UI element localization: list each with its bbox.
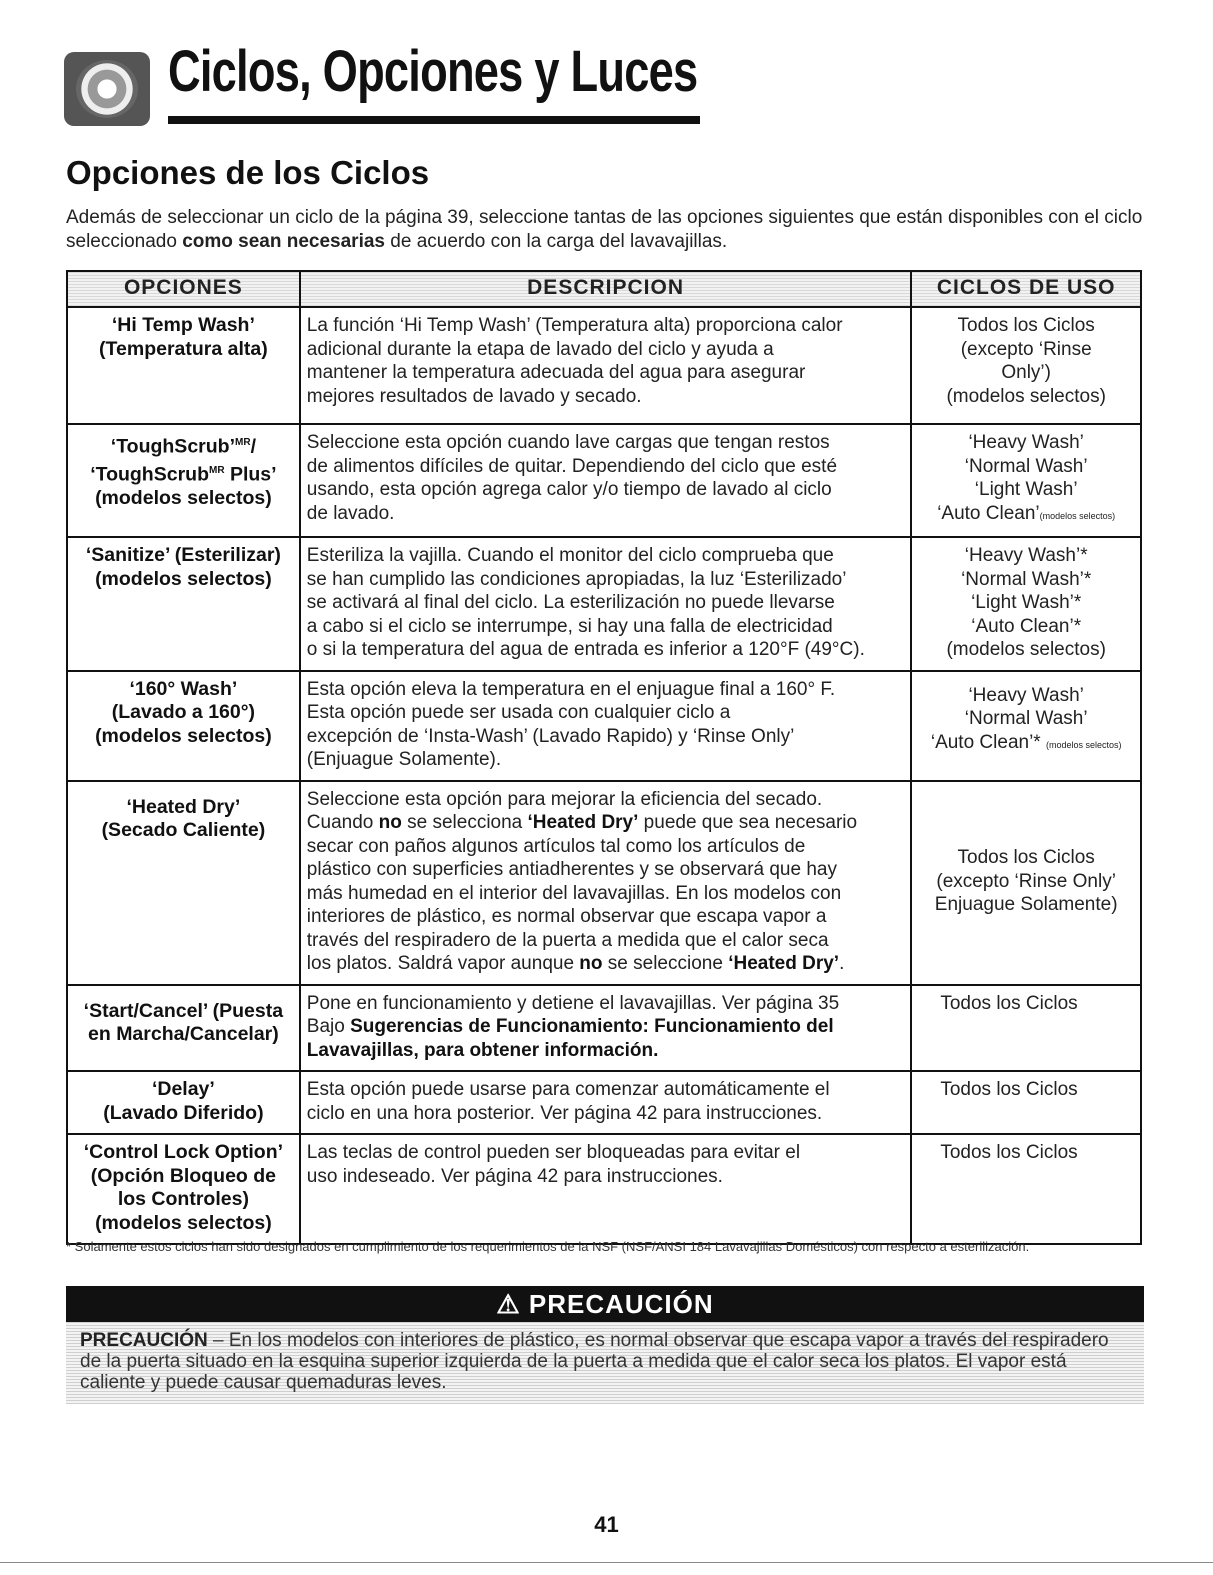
option-cell: ‘ToughScrub’$^{MR}$/ ‘ToughScrub$^{MR}$ Plus’ (modelos selectos) (67, 424, 300, 537)
description-cell: Esteriliza la vajilla. Cuando el monitor del ciclo comprueba que se han cumplido las condiciones apropiadas, la luz ‘Esterilizado’ se activará al final del ciclo. La esterilización no puede llevarse a cabo si el ciclo se interrumpe, si hay una falla de electricidad o si la temperatura del agua de entrada es inferior a 120°F (49°C). (300, 537, 912, 671)
caution-box (66, 1286, 1144, 1404)
table-row (67, 537, 1141, 671)
option-cell: ‘Hi Temp Wash’ (Temperatura alta) (67, 307, 300, 424)
table-row (67, 1134, 1141, 1244)
cycles-cell: Todos los Ciclos (excepto ‘Rinse Only’) (modelos selectos) (911, 307, 1141, 424)
header-ciclos-de-uso: CICLOS DE USO (911, 271, 1141, 307)
section-heading: Opciones de los Ciclos (66, 154, 430, 191)
option-cell: ‘Delay’ (Lavado Diferido) (67, 1071, 300, 1134)
cycles-cell: ‘Heavy Wash’ ‘Normal Wash’ ‘Light Wash’ ‘Auto Clean’(modelos selectos) (911, 424, 1141, 537)
table-row (67, 985, 1141, 1072)
description-cell: Pone en funcionamiento y detiene el lavavajillas. Ver página 35 Bajo Sugerencias de Funcionamiento: Funcionamiento del Lavavajillas, para obtener información. (300, 985, 912, 1072)
bottom-rule (0, 1562, 1213, 1563)
description-cell: Las teclas de control pueden ser bloqueadas para evitar el uso indeseado. Ver página 42 para instrucciones. (300, 1134, 912, 1244)
description-cell: Seleccione esta opción para mejorar la eficiencia del secado. Cuando no se selecciona ‘Heated Dry’ puede que sea necesario secar con paños algunos artículos tal como los artículos de plástico con superficies antiadherentes y se observará que hay más humedad en el interior del lavavajillas. En los modelos con interiores de plástico, es normal observar que escapa vapor a través del respiradero de la puerta a medida que el calor seca los platos. Saldrá vapor aunque no se seleccione ‘Heated Dry’. (300, 781, 912, 985)
table-row (67, 307, 1141, 424)
cycles-cell: Todos los Ciclos (911, 985, 1141, 1072)
cycles-cell: Todos los Ciclos (911, 1134, 1141, 1244)
cycles-cell: ‘Heavy Wash’* ‘Normal Wash’* ‘Light Wash’* ‘Auto Clean’* (modelos selectos) (911, 537, 1141, 671)
table-row (67, 424, 1141, 537)
intro-text-2: de acuerdo con la carga del lavavajillas. (385, 231, 728, 252)
header-opciones: OPCIONES (67, 271, 300, 307)
table-row (67, 1071, 1141, 1134)
intro-text-1: Además de seleccionar un ciclo de la página 39, seleccione tantas de las opciones siguientes que están disponibles con el ciclo seleccionado (66, 207, 1143, 252)
intro-paragraph (66, 206, 1146, 254)
option-cell: ‘Heated Dry’ (Secado Caliente) (67, 781, 300, 985)
description-cell: Esta opción puede usarse para comenzar automáticamente el ciclo en una hora posterior. Ver página 42 para instrucciones. (300, 1071, 912, 1134)
option-cell: ‘Sanitize’ (Esterilizar) (modelos selectos) (67, 537, 300, 671)
title-underline (168, 116, 700, 124)
caution-label: PRECAUCIÓN (80, 1330, 208, 1351)
page-header (64, 38, 704, 128)
table-row (67, 781, 1141, 985)
description-cell: La función ‘Hi Temp Wash’ (Temperatura alta) proporciona calor adicional durante la etapa de lavado del ciclo y ayuda a mantener la temperatura adecuada del agua para asegurar mejores resultados de lavado y secado. (300, 307, 912, 424)
page-number: 41 (594, 1512, 619, 1537)
cycles-cell: ‘Heavy Wash’ ‘Normal Wash’ ‘Auto Clean’* (modelos selectos) (911, 671, 1141, 781)
cycles-cell: Todos los Ciclos (911, 1071, 1141, 1134)
cycles-cell: Todos los Ciclos (excepto ‘Rinse Only’ Enjuague Solamente) (911, 781, 1141, 985)
footnote: * Solamente estos ciclos han sido designados en cumplimiento de los requerimientos de la NSF (NSF/ANSI 184 Lavavajillas Domésticos) con respecto a esterilización. (66, 1239, 1030, 1254)
header-descripcion: DESCRIPCION (300, 271, 912, 307)
caution-body (66, 1322, 1144, 1404)
option-cell: ‘Control Lock Option’ (Opción Bloqueo de los Controles) (modelos selectos) (67, 1134, 300, 1244)
table-header-row (67, 271, 1141, 307)
table-row (67, 671, 1141, 781)
intro-text-bold: como sean necesarias (182, 231, 385, 252)
description-cell: Seleccione esta opción cuando lave cargas que tengan restos de alimentos difíciles de quitar. Dependiendo del ciclo que esté usando, esta opción agrega calor y/o tiempo de lavado al ciclo de lavado. (300, 424, 912, 537)
options-table (66, 270, 1142, 1245)
dishwasher-spray-icon (64, 52, 150, 126)
description-cell: Esta opción eleva la temperatura en el enjuague final a 160° F. Esta opción puede ser usada con cualquier ciclo a excepción de ‘Insta-Wash’ (Lavado Rapido) y ‘Rinse Only’ (Enjuague Solamente). (300, 671, 912, 781)
option-cell: ‘160° Wash’ (Lavado a 160°) (modelos selectos) (67, 671, 300, 781)
caution-title: ⚠ PRECAUCIÓN (66, 1286, 1144, 1322)
caution-text: – En los modelos con interiores de plástico, es normal observar que escapa vapor a través del respiradero de la puerta situado en la esquina superior izquierda de la puerta a medida que el calor seca los platos. El vapor está caliente y puede causar quemaduras leves. (80, 1330, 1109, 1393)
option-cell: ‘Start/Cancel’ (Puesta en Marcha/Cancelar) (67, 985, 300, 1072)
chapter-title: Ciclos, Opciones y Luces (168, 39, 698, 104)
